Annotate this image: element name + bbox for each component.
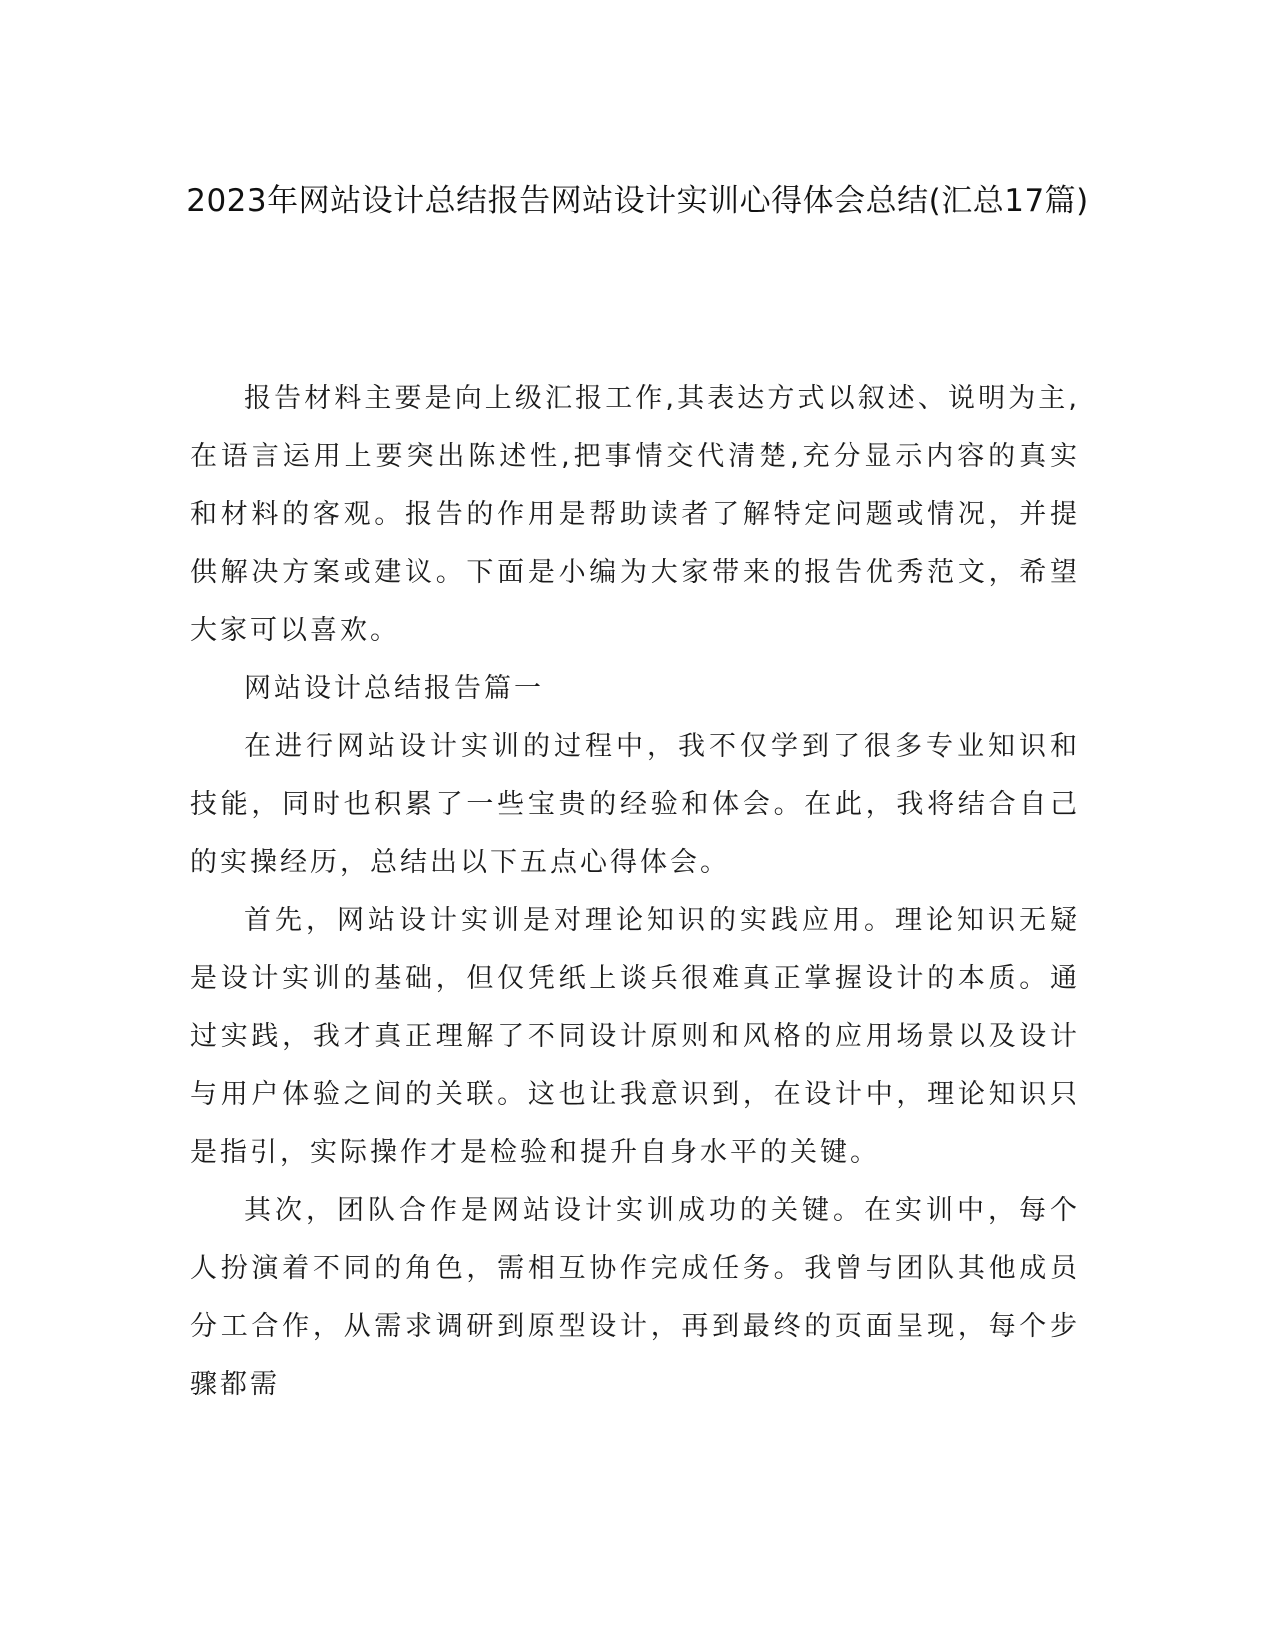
document-body <box>190 370 1080 1414</box>
intro-paragraph: 报告材料主要是向上级汇报工作,其表达方式以叙述、说明为主,在语言运用上要突出陈述性,把事情交代清楚,充分显示内容的真实和材料的客观。报告的作用是帮助读者了解特定问题或情况，并提供解决方案或建议。下面是小编为大家带来的报告优秀范文，希望大家可以喜欢。 <box>190 383 1080 646</box>
body-paragraph: 其次，团队合作是网站设计实训成功的关键。在实训中，每个人扮演着不同的角色，需相互协作完成任务。我曾与团队其他成员分工合作，从需求调研到原型设计，再到最终的页面呈现，每个步骤都需 <box>190 1195 1080 1400</box>
body-paragraph: 在进行网站设计实训的过程中，我不仅学到了很多专业知识和技能，同时也积累了一些宝贵的经验和体会。在此，我将结合自己的实操经历，总结出以下五点心得体会。 <box>190 731 1080 878</box>
section-heading: 网站设计总结报告篇一 <box>244 673 544 704</box>
document-title: 2023年网站设计总结报告网站设计实训心得体会总结(汇总17篇) <box>186 183 1089 219</box>
body-paragraph: 首先，网站设计实训是对理论知识的实践应用。理论知识无疑是设计实训的基础，但仅凭纸上谈兵很难真正掌握设计的本质。通过实践，我才真正理解了不同设计原则和风格的应用场景以及设计与用户体验之间的关联。这也让我意识到，在设计中，理论知识只是指引，实际操作才是检验和提升自身水平的关键。 <box>190 905 1080 1168</box>
